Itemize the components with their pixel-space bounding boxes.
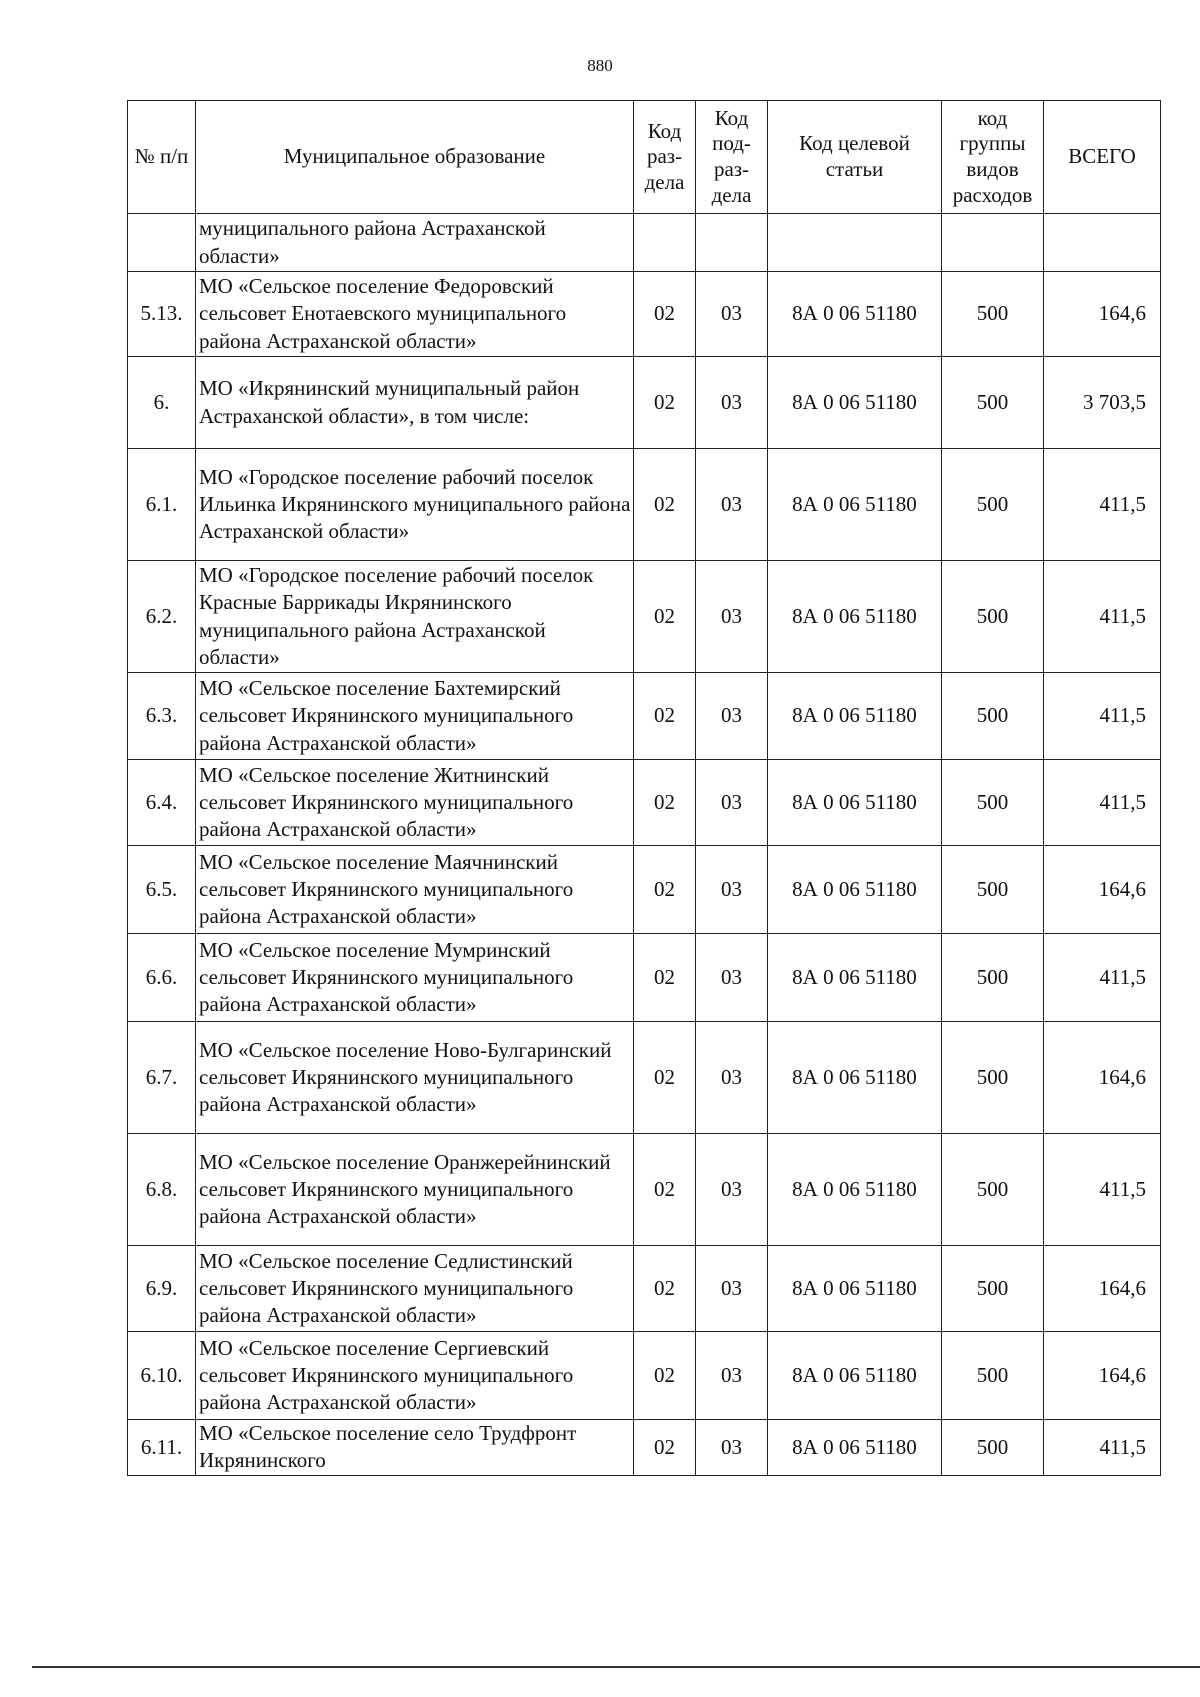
row-number: 6.6. <box>128 934 196 1022</box>
target-code: 8А 0 06 51180 <box>768 1420 942 1476</box>
header-name: Муниципальное образование <box>196 101 634 214</box>
municipality-name: МО «Сельское поселение Бахтемирский сельсовет Икрянинского муниципального района Астраханской области» <box>196 673 634 760</box>
row-number: 6.9. <box>128 1246 196 1332</box>
target-code: 8А 0 06 51180 <box>768 449 942 561</box>
subsection-code: 03 <box>696 934 768 1022</box>
table-row <box>128 760 1161 846</box>
row-number: 6.8. <box>128 1134 196 1246</box>
target-code: 8А 0 06 51180 <box>768 1022 942 1134</box>
section-code: 02 <box>634 1246 696 1332</box>
header-total: ВСЕГО <box>1044 101 1161 214</box>
expense-group-code: 500 <box>942 449 1044 561</box>
municipality-name: МО «Сельское поселение Житнинский сельсовет Икрянинского муниципального района Астраханской области» <box>196 760 634 846</box>
section-code: 02 <box>634 1332 696 1420</box>
target-code: 8А 0 06 51180 <box>768 760 942 846</box>
section-code: 02 <box>634 673 696 760</box>
expense-group-code: 500 <box>942 1246 1044 1332</box>
subsection-code: 03 <box>696 1420 768 1476</box>
municipality-name: МО «Сельское поселение Федоровский сельсовет Енотаевского муниципального района Астраханской области» <box>196 272 634 357</box>
table-row <box>128 272 1161 357</box>
subsection-code: 03 <box>696 1246 768 1332</box>
header-section: Код раз-дела <box>634 101 696 214</box>
row-number: 5.13. <box>128 272 196 357</box>
subsection-code: 03 <box>696 846 768 934</box>
municipality-name: МО «Городское поселение рабочий поселок Ильинка Икрянинского муниципального района Астраханской области» <box>196 449 634 561</box>
row-total: 411,5 <box>1044 1134 1161 1246</box>
bottom-rule <box>32 1666 1200 1668</box>
header-subsection: Код под-раз-дела <box>696 101 768 214</box>
section-code: 02 <box>634 272 696 357</box>
municipality-name: МО «Городское поселение рабочий поселок Красные Баррикады Икрянинского муниципального района Астраханской области» <box>196 561 634 673</box>
target-code <box>768 214 942 272</box>
table-row <box>128 934 1161 1022</box>
row-number <box>128 214 196 272</box>
table-body <box>128 214 1161 1476</box>
header-num: № п/п <box>128 101 196 214</box>
target-code: 8А 0 06 51180 <box>768 272 942 357</box>
expense-group-code: 500 <box>942 272 1044 357</box>
section-code: 02 <box>634 1420 696 1476</box>
target-code: 8А 0 06 51180 <box>768 1332 942 1420</box>
municipality-name: МО «Сельское поселение Сергиевский сельсовет Икрянинского муниципального района Астраханской области» <box>196 1332 634 1420</box>
table-row <box>128 214 1161 272</box>
table-row <box>128 357 1161 449</box>
row-total: 411,5 <box>1044 1420 1161 1476</box>
expense-group-code: 500 <box>942 1332 1044 1420</box>
table-row <box>128 846 1161 934</box>
allocation-table <box>127 100 1161 1476</box>
table-row <box>128 673 1161 760</box>
target-code: 8А 0 06 51180 <box>768 934 942 1022</box>
row-total: 411,5 <box>1044 449 1161 561</box>
section-code: 02 <box>634 1022 696 1134</box>
row-number: 6.10. <box>128 1332 196 1420</box>
municipality-name: муниципального района Астраханской области» <box>196 214 634 272</box>
subsection-code: 03 <box>696 449 768 561</box>
municipality-name: МО «Сельское поселение село Трудфронт Икрянинского <box>196 1420 634 1476</box>
section-code: 02 <box>634 934 696 1022</box>
municipality-name: МО «Сельское поселение Седлистинский сельсовет Икрянинского муниципального района Астраханской области» <box>196 1246 634 1332</box>
subsection-code: 03 <box>696 1022 768 1134</box>
subsection-code: 03 <box>696 357 768 449</box>
subsection-code: 03 <box>696 760 768 846</box>
page-number: 880 <box>587 56 613 75</box>
row-total: 164,6 <box>1044 846 1161 934</box>
subsection-code: 03 <box>696 561 768 673</box>
section-code: 02 <box>634 561 696 673</box>
municipality-name: МО «Сельское поселение Маячнинский сельсовет Икрянинского муниципального района Астраханской области» <box>196 846 634 934</box>
row-total: 3 703,5 <box>1044 357 1161 449</box>
target-code: 8А 0 06 51180 <box>768 673 942 760</box>
target-code: 8А 0 06 51180 <box>768 561 942 673</box>
target-code: 8А 0 06 51180 <box>768 846 942 934</box>
table-row <box>128 561 1161 673</box>
header-expense-group: код группы видов расходов <box>942 101 1044 214</box>
target-code: 8А 0 06 51180 <box>768 1246 942 1332</box>
subsection-code <box>696 214 768 272</box>
section-code: 02 <box>634 846 696 934</box>
row-total: 164,6 <box>1044 1246 1161 1332</box>
expense-group-code: 500 <box>942 357 1044 449</box>
expense-group-code <box>942 214 1044 272</box>
row-total: 164,6 <box>1044 1332 1161 1420</box>
subsection-code: 03 <box>696 272 768 357</box>
row-number: 6.3. <box>128 673 196 760</box>
section-code: 02 <box>634 357 696 449</box>
row-total <box>1044 214 1161 272</box>
table-header-row <box>128 101 1161 214</box>
row-number: 6.7. <box>128 1022 196 1134</box>
expense-group-code: 500 <box>942 561 1044 673</box>
expense-group-code: 500 <box>942 673 1044 760</box>
row-number: 6.2. <box>128 561 196 673</box>
expense-group-code: 500 <box>942 760 1044 846</box>
expense-group-code: 500 <box>942 846 1044 934</box>
row-number: 6.4. <box>128 760 196 846</box>
section-code: 02 <box>634 449 696 561</box>
row-total: 164,6 <box>1044 272 1161 357</box>
table-row <box>128 1134 1161 1246</box>
row-number: 6.1. <box>128 449 196 561</box>
expense-group-code: 500 <box>942 1420 1044 1476</box>
table-row <box>128 449 1161 561</box>
row-number: 6. <box>128 357 196 449</box>
table-row <box>128 1332 1161 1420</box>
row-total: 411,5 <box>1044 561 1161 673</box>
expense-group-code: 500 <box>942 934 1044 1022</box>
subsection-code: 03 <box>696 1134 768 1246</box>
table-row <box>128 1246 1161 1332</box>
municipality-name: МО «Сельское поселение Ново-Булгаринский сельсовет Икрянинского муниципального района Астраханской области» <box>196 1022 634 1134</box>
municipality-name: МО «Сельское поселение Мумринский сельсовет Икрянинского муниципального района Астраханской области» <box>196 934 634 1022</box>
subsection-code: 03 <box>696 673 768 760</box>
subsection-code: 03 <box>696 1332 768 1420</box>
row-total: 411,5 <box>1044 934 1161 1022</box>
table-row <box>128 1022 1161 1134</box>
header-target: Код целевой статьи <box>768 101 942 214</box>
municipality-name: МО «Сельское поселение Оранжерейнинский сельсовет Икрянинского муниципального района Астраханской области» <box>196 1134 634 1246</box>
target-code: 8А 0 06 51180 <box>768 357 942 449</box>
section-code <box>634 214 696 272</box>
target-code: 8А 0 06 51180 <box>768 1134 942 1246</box>
expense-group-code: 500 <box>942 1134 1044 1246</box>
expense-group-code: 500 <box>942 1022 1044 1134</box>
section-code: 02 <box>634 1134 696 1246</box>
row-total: 411,5 <box>1044 673 1161 760</box>
municipality-name: МО «Икрянинский муниципальный район Астраханской области», в том числе: <box>196 357 634 449</box>
section-code: 02 <box>634 760 696 846</box>
row-number: 6.5. <box>128 846 196 934</box>
table-row <box>128 1420 1161 1476</box>
row-total: 411,5 <box>1044 760 1161 846</box>
row-number: 6.11. <box>128 1420 196 1476</box>
row-total: 164,6 <box>1044 1022 1161 1134</box>
